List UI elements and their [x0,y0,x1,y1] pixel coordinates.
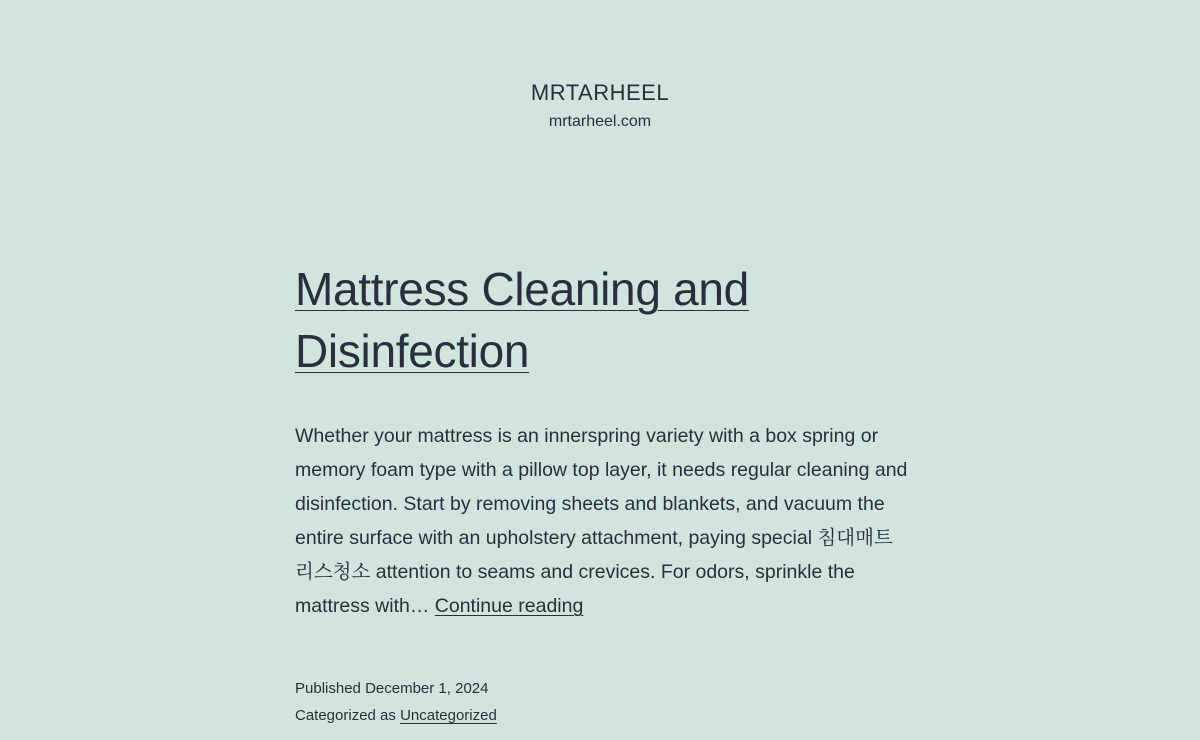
post-title-line-2: Disinfection [295,325,530,377]
site-description: mrtarheel.com [548,113,652,130]
categorized-prefix: Categorized as [295,707,396,724]
post-title [295,258,910,382]
site-header [0,0,1200,134]
published-date: December 1, 2024 [365,680,489,697]
post-meta [295,675,910,729]
post-title-line-1: Mattress Cleaning and [295,263,749,315]
published-line [295,675,910,702]
continue-reading-link[interactable]: Continue reading [434,595,584,617]
post-excerpt-text: Whether your mattress is an innerspring variety with a box spring or memory foam type with a pillow top layer, it needs regular cleaning and disinfection. Start by removing sheets and blankets, and vacuum the entire surface with an upholstery attachment, paying special 침대매트리스청소 attention to seams and crevices. For odors, sprinkle the mattress with… [295,425,908,617]
site-title-link[interactable]: MRTARHEEL [530,80,670,105]
post-excerpt [295,419,910,623]
post-article [295,258,910,729]
published-prefix: Published [295,680,361,697]
category-link[interactable]: Uncategorized [400,707,497,724]
category-line [295,702,910,729]
post-title-link[interactable] [295,263,749,377]
